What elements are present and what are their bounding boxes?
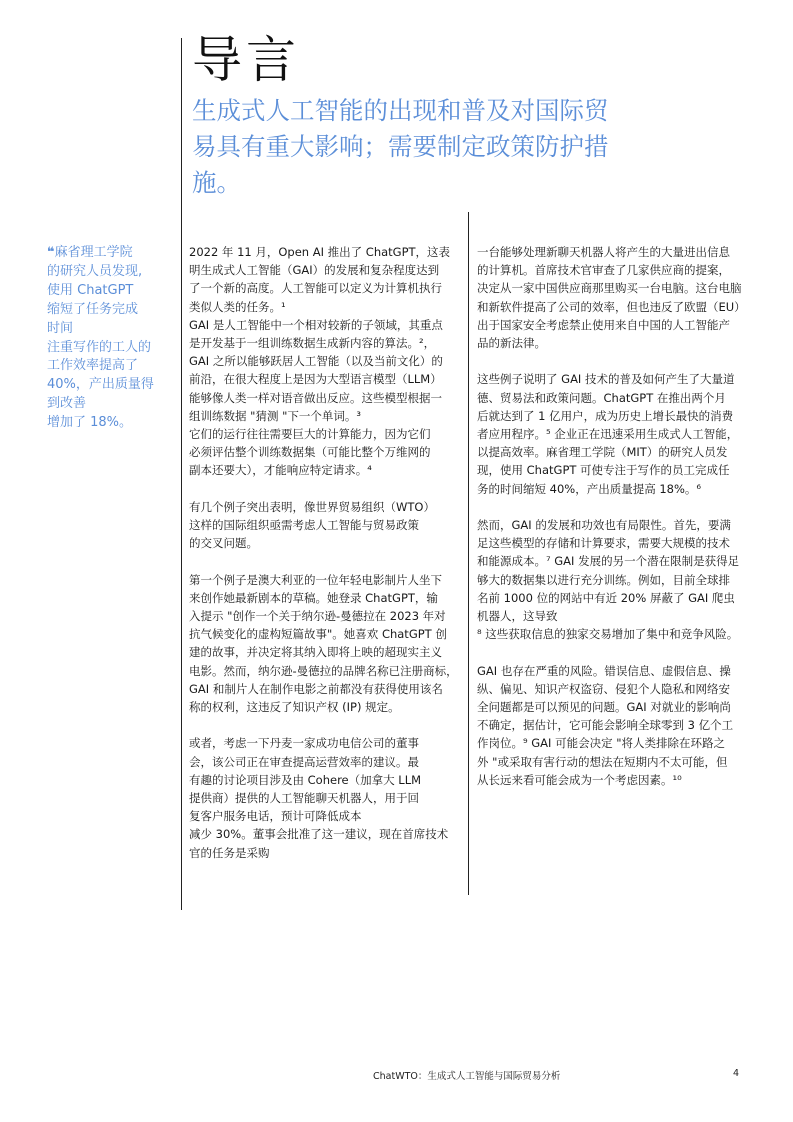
body-paragraph xyxy=(477,662,747,789)
pull-quote-text: 麻省理工学院 xyxy=(54,245,133,260)
body-text-line: 有几个例子突出表明，像世界贸易组织（WTO） xyxy=(189,499,435,514)
page-title: 导言 xyxy=(192,31,300,89)
body-text-line: 能够像人类一样对语音做出反应。这些模型根据一 xyxy=(189,390,442,405)
body-text-line: 的计算机。首席技术官审查了几家供应商的提案， xyxy=(477,263,730,278)
pull-quote-line: 缩短了任务完成 xyxy=(47,301,139,317)
body-text-line: 够大的数据集以进行充分训练。例如，目前全球排 xyxy=(477,572,730,587)
body-paragraph xyxy=(189,571,459,717)
body-text-line: 第一个例子是澳大利亚的一位年轻电影制片人坐下 xyxy=(189,572,442,587)
body-text-line: 作岗位。⁹ GAI 可能会决定 "将人类排除在环路之 xyxy=(477,736,726,751)
body-text-line: 和新软件提高了公司的效率，但也违反了欧盟（EU） xyxy=(477,299,746,314)
body-text-line: 一台能够处理新聊天机器人将产生的大量进出信息 xyxy=(477,245,730,259)
body-text-line: 全问题都是可以预见的问题。GAI 对就业的影响尚 xyxy=(477,700,731,715)
body-text-line: 减少 30%。董事会批准了这一建议，现在首席技术 xyxy=(189,827,449,842)
body-text-line: ⁸ 这些获取信息的独家交易增加了集中和竞争风险。 xyxy=(477,627,739,642)
body-text-line: 来创作她最新剧本的草稿。她登录 ChatGPT，输 xyxy=(189,590,438,605)
body-paragraph xyxy=(189,243,459,480)
body-text-line: 副本还要大），才能响应特定请求。⁴ xyxy=(189,463,372,478)
pull-quote-line xyxy=(47,244,169,263)
body-text-line: 有趣的讨论项目涉及由 Cohere（加拿大 LLM xyxy=(189,772,422,787)
body-text-line: 以提高效率。麻省理工学院（MIT）的研究人员发 xyxy=(477,445,728,460)
body-text-line: GAI 之所以能够跃居人工智能（以及当前文化）的 xyxy=(189,354,443,369)
body-text-line: 现，使用 ChatGPT 可使专注于写作的员工完成任 xyxy=(477,463,730,478)
body-text-line: 入提示 "创作一个关于纳尔逊-曼德拉在 2023 年对 xyxy=(189,609,446,624)
body-paragraph xyxy=(477,516,747,643)
body-text-line: 或者，考虑一下丹麦一家成功电信公司的董事 xyxy=(189,736,419,751)
body-column-right xyxy=(477,243,747,807)
body-paragraph xyxy=(477,243,747,352)
pull-quote-line: 的研究人员发现, xyxy=(47,263,143,279)
body-text-line: 决定从一家中国供应商那里购买一台电脑。这台电脑 xyxy=(477,281,742,296)
body-paragraph xyxy=(189,734,459,861)
page-number: 4 xyxy=(733,1068,740,1079)
body-text-line: 从长远来看可能会成为一个考虑因素。¹⁰ xyxy=(477,772,682,787)
body-text-line: 称的权利，这违反了知识产权 (IP) 规定。 xyxy=(189,700,400,715)
body-text-line: 抗气候变化的虚构短篇故事"。她喜欢 ChatGPT 创 xyxy=(189,627,447,642)
body-text-line: 会，该公司正在审查提高运营效率的建议。最 xyxy=(189,754,419,769)
subtitle-line: 易具有重大影响；需要制定政策防护措 xyxy=(192,132,609,161)
body-text-line: 电影。然而，纳尔逊-曼德拉的品牌名称已注册商标， xyxy=(189,663,458,678)
body-text-line: 必须评估整个训练数据集（可能比整个万维网的 xyxy=(189,445,431,460)
subtitle-line: 生成式人工智能的出现和普及对国际贸 xyxy=(192,96,609,125)
body-text-line: 出于国家安全考虑禁止使用来自中国的人工智能产 xyxy=(477,317,730,332)
body-text-line: 德、贸易法和政策问题。ChatGPT 在推出两个月 xyxy=(477,390,726,405)
body-text-line: 是开发基于一组训练数据生成新内容的算法。²， xyxy=(189,336,436,351)
body-text-line: 类似人类的任务。¹ xyxy=(189,299,286,314)
quote-icon: ❝ xyxy=(47,245,55,260)
body-text-line: 它们的运行往往需要巨大的计算能力，因为它们 xyxy=(189,427,431,442)
body-text-line: 的交叉问题。 xyxy=(189,536,258,551)
body-text-line: 建的故事，并决定将其纳入即将上映的超现实主义 xyxy=(189,645,442,660)
pull-quote-line: 到改善 xyxy=(47,396,87,412)
body-text-line: 明生成式人工智能（GAI）的发展和复杂程度达到 xyxy=(189,263,440,278)
body-text-line: 这样的国际组织亟需考虑人工智能与贸易政策 xyxy=(189,518,419,533)
body-text-line: 官的任务是采购 xyxy=(189,845,270,860)
subtitle-line: 施。 xyxy=(192,168,241,197)
body-text-line: 提供商）提供的人工智能聊天机器人，用于回 xyxy=(189,791,419,806)
body-text-line: 了一个新的高度。人工智能可以定义为计算机执行 xyxy=(189,281,442,296)
pull-quote-line: 工作效率提高了 xyxy=(47,358,139,374)
body-text-line: 复客户服务电话，预计可降低成本 xyxy=(189,809,362,824)
body-text-line: 2022 年 11 月，Open AI 推出了 ChatGPT，这表 xyxy=(189,245,451,259)
body-paragraph xyxy=(189,498,459,553)
body-text-line: 机器人，这导致 xyxy=(477,609,558,624)
footer-title: ChatWTO：生成式人工智能与国际贸易分析 xyxy=(373,1071,561,1082)
body-text-line: 务的时间缩短 40%，产出质量提高 18%。⁶ xyxy=(477,481,702,496)
body-text-line: GAI 是人工智能中一个相对较新的子领域，其重点 xyxy=(189,317,443,332)
body-text-line: 和能源成本。⁷ GAI 发展的另一个潜在限制是获得足 xyxy=(477,554,740,569)
body-text-line: 者应用程序。⁵ 企业正在迅速采用生成式人工智能， xyxy=(477,427,739,442)
pull-quote-line: 注重写作的工人的 xyxy=(47,339,152,355)
left-column-divider xyxy=(181,38,182,910)
body-paragraph xyxy=(477,370,747,497)
body-column-left xyxy=(189,243,459,880)
body-text-line: 然而，GAI 的发展和功效也有局限性。首先，要满 xyxy=(477,518,731,533)
body-text-line: 纵、偏见、知识产权盗窃、侵犯个人隐私和网络安 xyxy=(477,681,730,696)
pull-quote-line: 增加了 18%。 xyxy=(47,415,133,431)
pull-quote-line: 使用 ChatGPT xyxy=(47,282,134,298)
body-text-line: 组训练数据 "猜测 "下一个单词。³ xyxy=(189,408,361,423)
middle-column-divider xyxy=(468,212,469,895)
pull-quote xyxy=(47,244,169,433)
body-text-line: 足这些模型的存储和计算要求，需要大规模的技术 xyxy=(477,536,730,551)
body-text-line: 不确定，据估计，它可能会影响全球零到 3 亿个工 xyxy=(477,718,734,733)
body-text-line: 品的新法律。 xyxy=(477,336,546,351)
page-subtitle xyxy=(192,93,652,201)
body-text-line: 这些例子说明了 GAI 技术的普及如何产生了大量道 xyxy=(477,372,735,387)
body-text-line: 前沿，在很大程度上是因为大型语言模型（LLM） xyxy=(189,372,442,387)
pull-quote-line: 时间 xyxy=(47,320,74,336)
body-text-line: 后就达到了 1 亿用户，成为历史上增长最快的消费 xyxy=(477,408,734,423)
body-text-line: 名前 1000 位的网站中有近 20% 屏蔽了 GAI 爬虫 xyxy=(477,590,735,605)
pull-quote-line: 40%，产出质量得 xyxy=(47,377,154,393)
body-text-line: GAI 也存在严重的风险。错误信息、虚假信息、操 xyxy=(477,663,731,678)
body-text-line: GAI 和制片人在制作电影之前都没有获得使用该名 xyxy=(189,681,443,696)
body-text-line: 外 "或采取有害行动的想法在短期内不太可能，但 xyxy=(477,754,728,769)
